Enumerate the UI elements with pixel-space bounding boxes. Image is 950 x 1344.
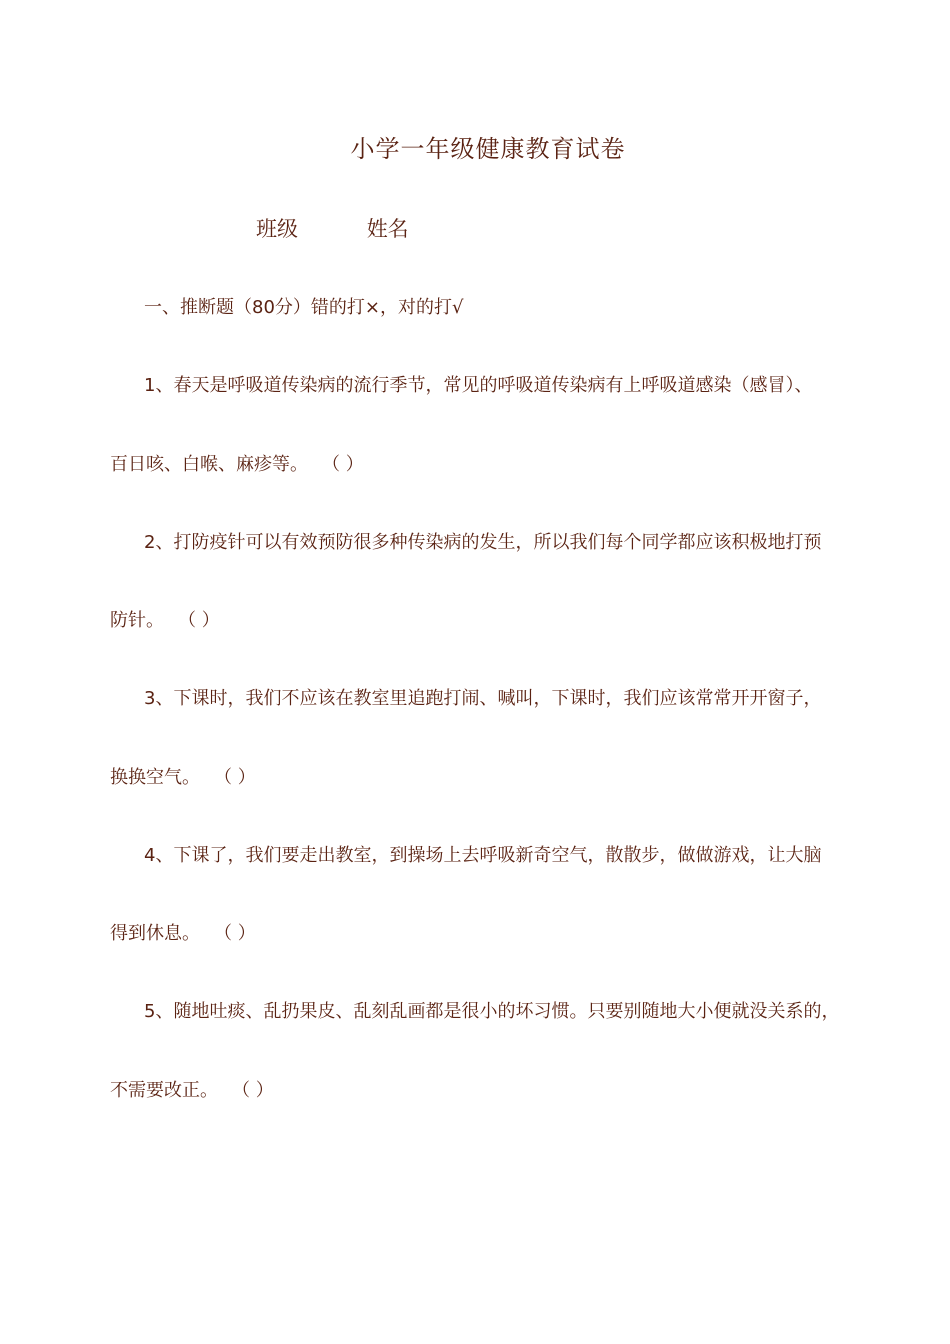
- question-4-text-end: 得到休息。: [110, 923, 200, 944]
- question-5-text-end: 不需要改正。: [110, 1080, 218, 1101]
- question-3-line-2: [110, 764, 256, 792]
- question-5-line-2: [110, 1077, 274, 1105]
- question-2-text-end: 防针。: [110, 610, 164, 631]
- question-3-line-1: 3、下课时，我们不应该在教室里追跑打闹、喊叫，下课时，我们应该常常开开窗子，: [144, 688, 822, 709]
- student-info-fields: [256, 214, 409, 244]
- question-5-answer-blank: （ ）: [232, 1080, 274, 1101]
- question-3-answer-blank: （ ）: [214, 767, 256, 788]
- question-3-text-end: 换换空气。: [110, 767, 200, 788]
- question-1-line-2: [110, 451, 364, 479]
- page-title: 小学一年级健康教育试卷: [350, 135, 626, 163]
- question-5-line-1: 5、随地吐痰、乱扔果皮、乱刻乱画都是很小的坏习惯。只要别随地大小便就没关系的，: [144, 1001, 840, 1022]
- question-2-line-1: 2、打防疫针可以有效预防很多种传染病的发生，所以我们每个同学都应该积极地打预: [144, 532, 822, 553]
- question-2-answer-blank: （ ）: [178, 610, 220, 631]
- question-1-line-1: 1、春天是呼吸道传染病的流行季节，常见的呼吸道传染病有上呼吸道感染（感冒）、: [144, 375, 813, 396]
- class-label: 班级: [256, 217, 298, 241]
- section-heading: 一、推断题（80分）错的打×，对的打√: [144, 297, 464, 318]
- question-1-answer-blank: （ ）: [322, 454, 364, 475]
- question-1-text-end: 百日咳、白喉、麻疹等。: [110, 454, 308, 475]
- question-2-line-2: [110, 607, 220, 635]
- question-4-answer-blank: （ ）: [214, 923, 256, 944]
- question-4-line-1: 4、下课了，我们要走出教室，到操场上去呼吸新奇空气，散散步，做做游戏，让大脑: [144, 845, 822, 866]
- question-4-line-2: [110, 920, 256, 948]
- name-label: 姓名: [366, 217, 409, 241]
